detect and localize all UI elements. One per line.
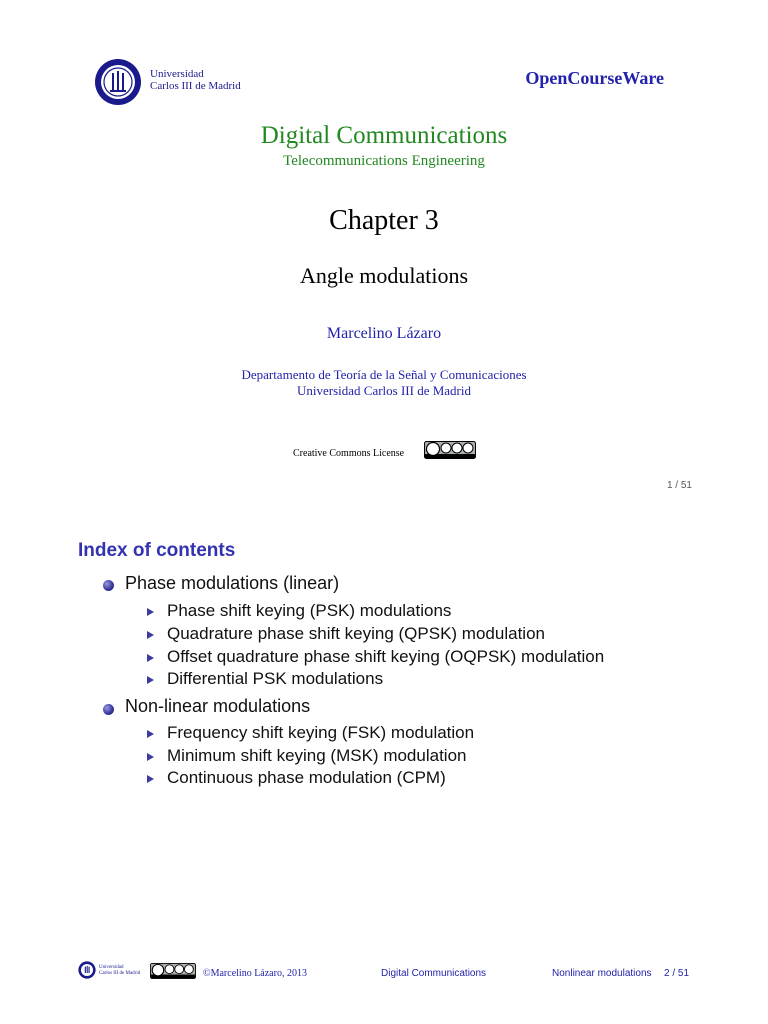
opencourseware-brand: OpenCourseWare xyxy=(525,68,664,88)
course-title: Digital Communications xyxy=(260,122,508,149)
section-bullet-icon xyxy=(103,704,114,715)
university-seal-small-icon xyxy=(78,961,96,979)
item-arrow-icon xyxy=(147,608,154,616)
item-arrow-icon xyxy=(147,730,154,738)
author-name: Marcelino Lázaro xyxy=(326,325,442,342)
university-seal-icon xyxy=(94,58,142,106)
copyright-notice: ©Marcelino Lázaro, 2013 xyxy=(203,968,307,979)
footer-section-name: Nonlinear modulations xyxy=(552,968,652,979)
department-university: Universidad Carlos III de Madrid xyxy=(296,383,471,398)
list-item: Offset quadrature phase shift keying (OQPSK) modulation xyxy=(167,647,605,666)
department-name: Departamento de Teoría de la Señal y Comunicaciones xyxy=(241,367,527,382)
license-label: Creative Commons License xyxy=(293,448,405,459)
creative-commons-badge-icon[interactable] xyxy=(424,441,476,459)
list-item: Differential PSK modulations xyxy=(167,669,384,688)
list-item: Phase shift keying (PSK) modulations xyxy=(167,601,452,620)
course-subtitle: Telecommunications Engineering xyxy=(283,153,485,169)
creative-commons-badge-icon[interactable] xyxy=(150,963,196,979)
page-number: 1 / 51 xyxy=(666,480,692,491)
item-arrow-icon xyxy=(147,654,154,662)
list-item: Minimum shift keying (MSK) modulation xyxy=(167,746,467,765)
section-title: Phase modulations (linear) xyxy=(125,573,340,593)
item-arrow-icon xyxy=(147,753,154,761)
section-bullet-icon xyxy=(103,580,114,591)
item-arrow-icon xyxy=(147,631,154,639)
section-title: Non-linear modulations xyxy=(125,696,311,716)
index-title: Index of contents xyxy=(78,540,236,561)
page-number: 2 / 51 xyxy=(664,968,690,979)
list-item: Quadrature phase shift keying (QPSK) modulation xyxy=(167,624,545,643)
item-arrow-icon xyxy=(147,775,154,783)
university-name-line2: Carlos III de Madrid xyxy=(150,80,241,92)
chapter-title: Angle modulations xyxy=(299,263,469,288)
item-arrow-icon xyxy=(147,676,154,684)
footer-university-line1: Universidad xyxy=(99,965,124,970)
list-item: Continuous phase modulation (CPM) xyxy=(167,768,446,787)
footer-university-line2: Carlos III de Madrid xyxy=(99,971,141,976)
list-item: Frequency shift keying (FSK) modulation xyxy=(167,723,475,742)
footer-course-name: Digital Communications xyxy=(381,968,487,979)
chapter-heading: Chapter 3 xyxy=(329,205,439,236)
university-name-line1: Universidad xyxy=(150,68,204,80)
